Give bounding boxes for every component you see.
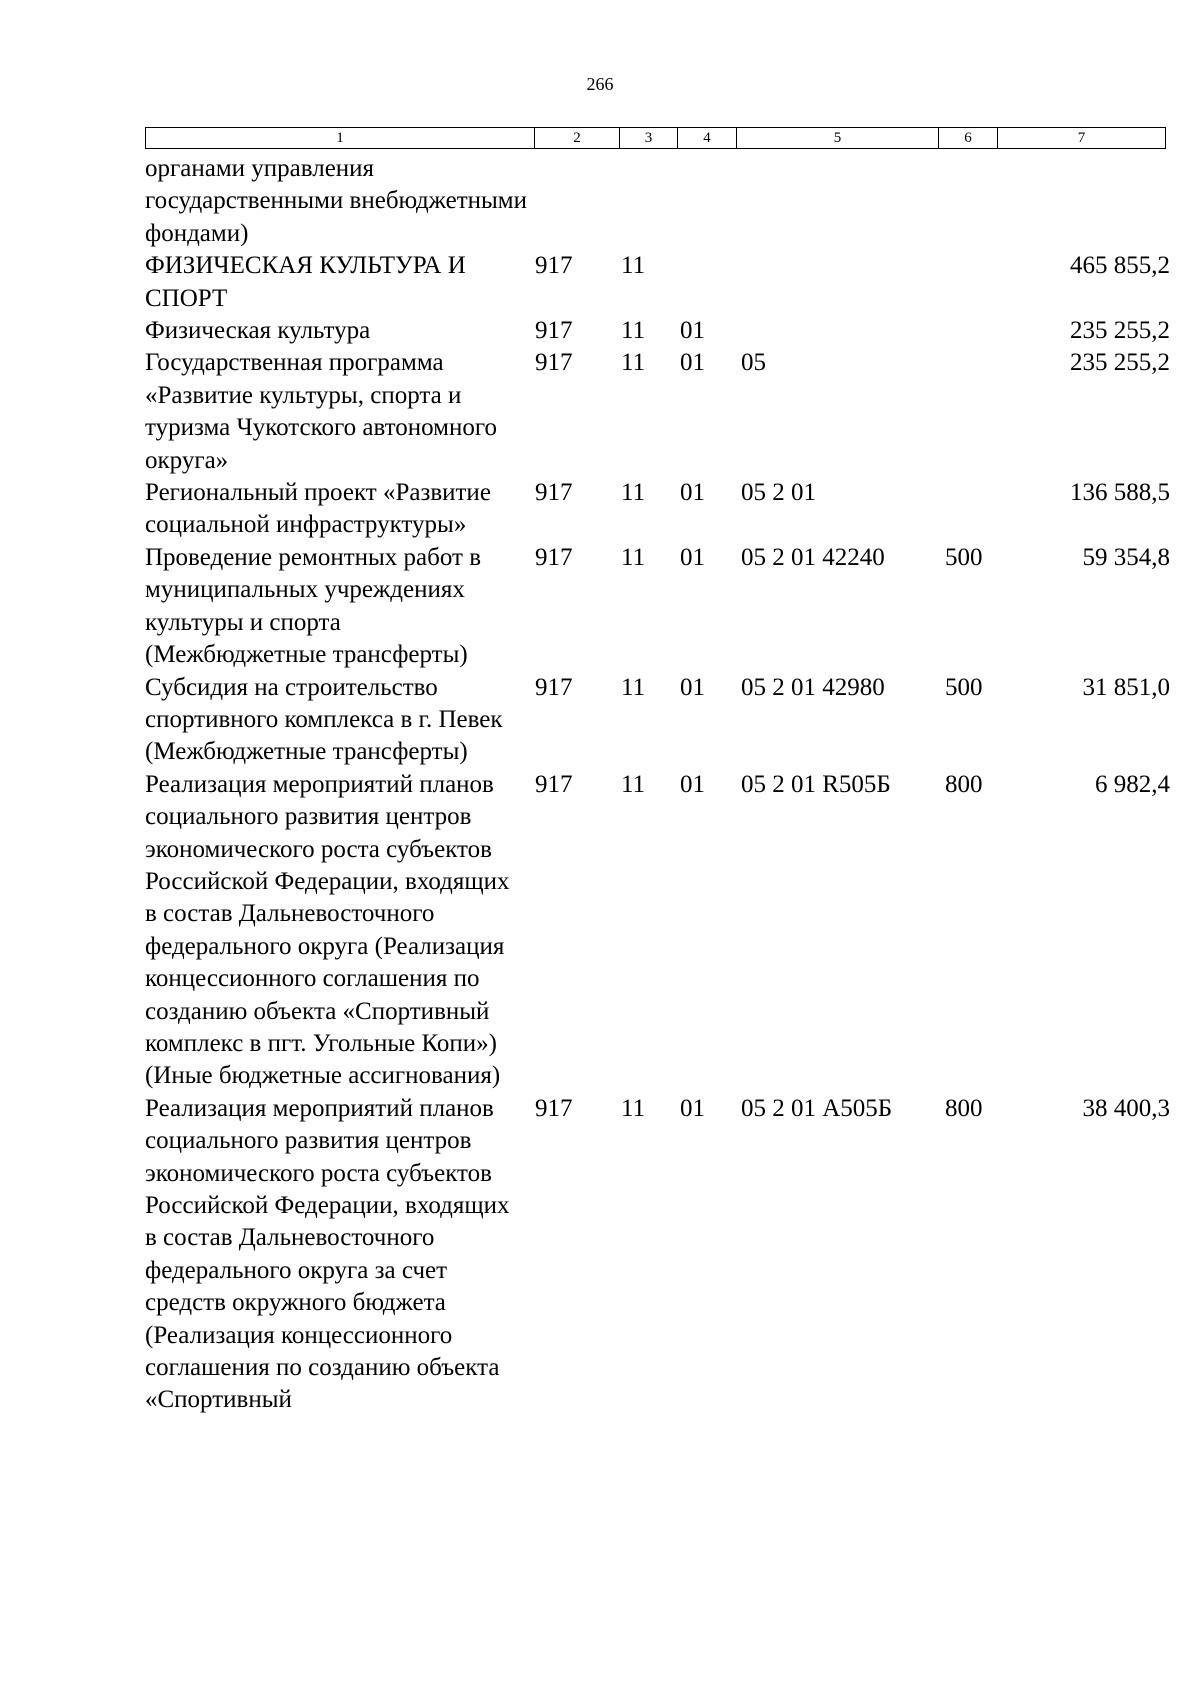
row-name	[145, 315, 533, 347]
row-expense-type	[942, 347, 1003, 477]
row-target-code: 05 2 01	[741, 479, 816, 507]
row-name-text: Реализация мероприятий планов социального развития центров экономического роста субъектов Российской Федерации, входящих в состав Дальневосточного федерального округа за счет средств окружного бюджета (Реализация концессионного соглашения по созданию объекта «Спортивный	[145, 1094, 510, 1414]
column-number-header	[145, 127, 1166, 149]
row-name-text: Региональный проект «Развитие социальной инфраструктуры»	[145, 479, 491, 539]
table-row	[145, 315, 1170, 347]
row-ministry-code: 917	[535, 543, 573, 571]
row-ministry-code	[533, 153, 619, 250]
row-amount: 465 855,2	[1070, 252, 1170, 280]
row-section-code: 11	[621, 349, 646, 377]
row-name	[145, 542, 533, 672]
row-ministry-code: 917	[535, 673, 573, 701]
header-col-7: 7	[998, 128, 1166, 149]
table-row	[145, 347, 1170, 477]
row-name	[145, 769, 533, 1093]
row-target-code	[738, 315, 942, 347]
row-expense-type	[942, 250, 1003, 315]
row-ministry-code: 917	[535, 252, 573, 280]
row-amount: 136 588,5	[1070, 479, 1170, 507]
header-col-5: 5	[737, 128, 939, 149]
row-expense-type: 800	[945, 1094, 983, 1122]
row-ministry-code: 917	[535, 349, 573, 377]
row-name-text: Реализация мероприятий планов социального развития центров экономического роста субъектов Российской Федерации, входящих в состав Дальневосточного федерального округа (Реализация концессионного соглашения по созданию объекта «Спортивный комплекс в пгт. Угольные Копи») (Иные бюджетные ассигнования)	[145, 770, 510, 1090]
row-name-text: Проведение ремонтных работ в муниципальных учреждениях культуры и спорта (Межбюджетные трансферты)	[145, 543, 482, 669]
row-section-code: 11	[621, 770, 646, 798]
row-name	[145, 153, 533, 250]
row-expense-type: 800	[945, 770, 983, 798]
row-section-code	[619, 153, 678, 250]
row-amount: 235 255,2	[1070, 349, 1170, 377]
row-amount: 59 354,8	[1082, 543, 1170, 571]
row-ministry-code: 917	[535, 317, 573, 345]
row-target-code: 05 2 01 R505Б	[741, 770, 891, 798]
row-amount: 235 255,2	[1070, 317, 1170, 345]
row-expense-type	[942, 315, 1003, 347]
row-amount	[1003, 153, 1170, 250]
table-row	[145, 250, 1170, 315]
row-subsection-code: 01	[680, 349, 705, 377]
row-section-code: 11	[621, 543, 646, 571]
header-col-1: 1	[146, 128, 535, 149]
row-name-text: Государственная программа «Развитие культуры, спорта и туризма Чукотского автономного округа»	[145, 349, 497, 474]
row-section-code: 11	[621, 252, 646, 280]
row-target-code	[738, 153, 942, 250]
row-ministry-code: 917	[535, 479, 573, 507]
table-row	[145, 477, 1170, 542]
row-name-text: Физическая культура	[145, 317, 371, 345]
row-expense-type: 500	[945, 673, 983, 701]
row-section-code: 11	[621, 479, 646, 507]
row-name	[145, 672, 533, 769]
row-target-code: 05	[741, 349, 766, 377]
row-amount: 6 982,4	[1095, 770, 1170, 798]
row-subsection-code: 01	[680, 770, 705, 798]
header-col-3: 3	[620, 128, 678, 149]
row-subsection-code: 01	[680, 543, 705, 571]
row-name-text: ФИЗИЧЕСКАЯ КУЛЬТУРА И СПОРТ	[145, 252, 466, 312]
header-col-6: 6	[939, 128, 998, 149]
row-amount: 38 400,3	[1082, 1094, 1170, 1122]
row-expense-type: 500	[945, 543, 983, 571]
row-subsection-code: 01	[680, 1094, 705, 1122]
row-expense-type	[942, 477, 1003, 542]
row-section-code: 11	[621, 317, 646, 345]
row-target-code: 05 2 01 42980	[741, 673, 885, 701]
row-name	[145, 477, 533, 542]
header-col-4: 4	[678, 128, 737, 149]
table-row	[145, 672, 1170, 769]
table-row	[145, 542, 1170, 672]
row-expense-type	[942, 153, 1003, 250]
row-ministry-code: 917	[535, 1094, 573, 1122]
header-col-2: 2	[535, 128, 620, 149]
row-subsection-code: 01	[680, 317, 705, 345]
table-row	[145, 1093, 1170, 1417]
row-target-code: 05 2 01 А505Б	[741, 1094, 893, 1122]
row-ministry-code: 917	[535, 770, 573, 798]
header-row	[146, 128, 1166, 149]
budget-table	[145, 153, 1170, 1417]
row-subsection-code	[678, 250, 738, 315]
row-name	[145, 250, 533, 315]
row-subsection-code: 01	[680, 479, 705, 507]
row-section-code: 11	[621, 1094, 646, 1122]
table-row	[145, 153, 1170, 250]
row-amount: 31 851,0	[1082, 673, 1170, 701]
row-name	[145, 347, 533, 477]
row-target-code: 05 2 01 42240	[741, 543, 885, 571]
row-target-code	[738, 250, 942, 315]
row-subsection-code	[678, 153, 738, 250]
row-section-code: 11	[621, 673, 646, 701]
table-row	[145, 769, 1170, 1093]
row-name-text: органами управления государственными внебюджетными фондами)	[145, 155, 528, 247]
row-name-text: Субсидия на строительство спортивного комплекса в г. Певек (Межбюджетные трансферты)	[145, 673, 503, 766]
page-number: 266	[586, 74, 614, 94]
row-name	[145, 1093, 533, 1417]
row-subsection-code: 01	[680, 673, 705, 701]
